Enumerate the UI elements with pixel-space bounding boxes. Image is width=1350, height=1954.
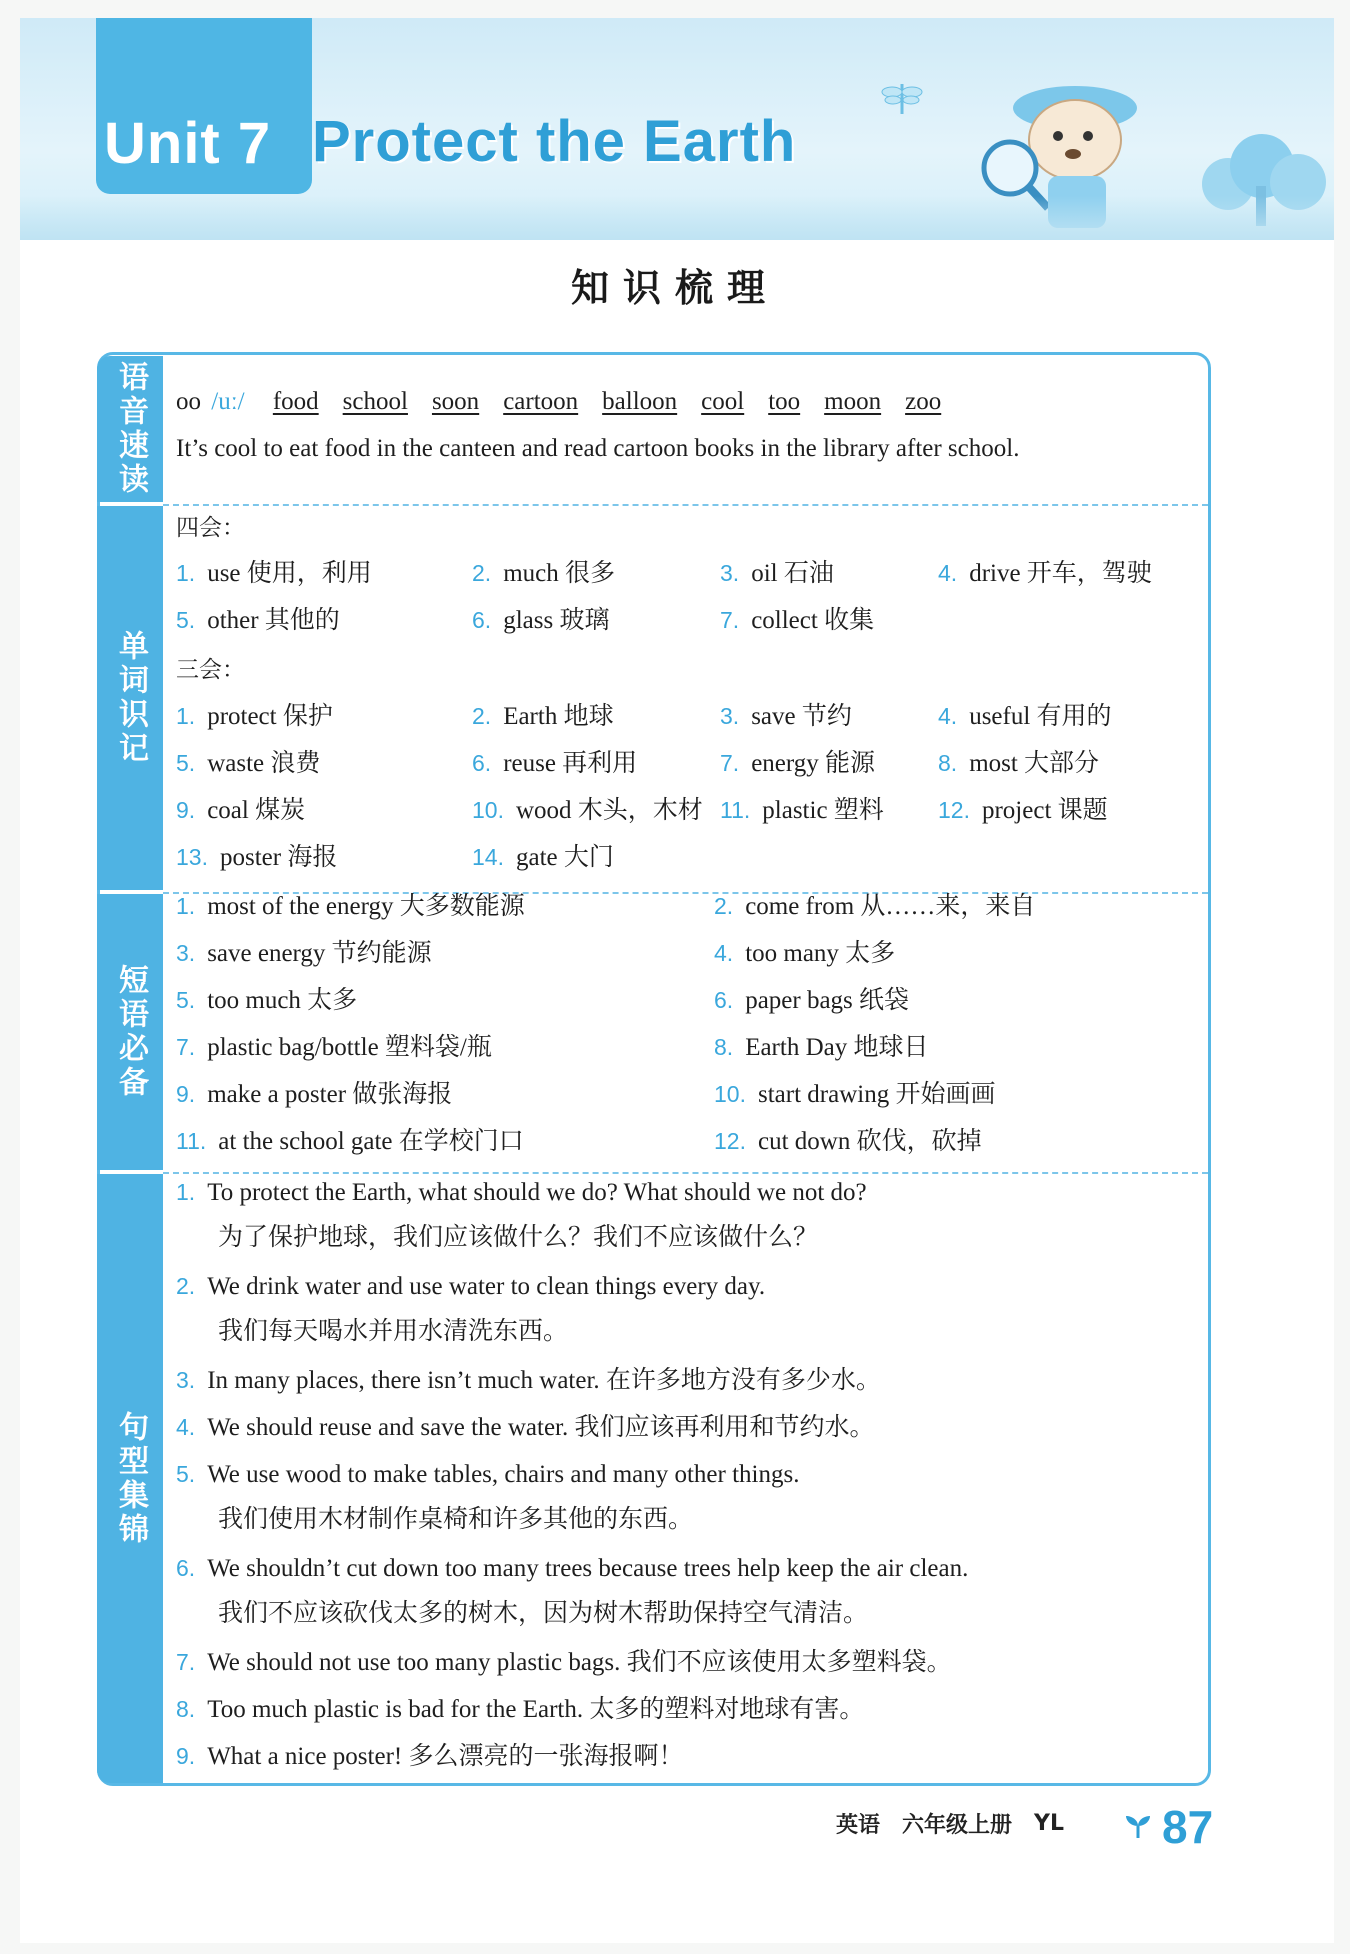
vocab-item-number: 9. — [176, 797, 196, 823]
vocab-item-number: 12. — [938, 797, 970, 823]
vocab-item-text: save 节约 — [751, 703, 852, 730]
sentence-item — [176, 1646, 952, 1679]
sentence-item-number: 5. — [176, 1461, 196, 1487]
sentence-item — [176, 1270, 765, 1303]
vocab-item-text: glass 玻璃 — [503, 607, 610, 634]
vocab-item — [176, 794, 305, 827]
phrase-item-text: come from 从……来，来自 — [745, 893, 1036, 920]
phrase-item — [714, 890, 1035, 923]
phonics-word: cartoon — [503, 388, 579, 415]
sentence-item — [176, 1458, 799, 1491]
phonics-word-list — [273, 388, 965, 415]
vocab-item — [472, 700, 614, 733]
sentence-translation: 我们不应该砍伐太多的树木，因为树木帮助保持空气清洁。 — [218, 1600, 869, 1627]
phrase-item-number: 1. — [176, 893, 196, 919]
phrase-item-number: 4. — [714, 940, 734, 966]
vocab-item — [472, 747, 637, 780]
side-label-phrases: 短语必备 — [113, 964, 148, 1100]
sentence-item-text: We should reuse and save the water. 我们应该再利用和节约水。 — [207, 1414, 875, 1441]
sentence-translation: 我们每天喝水并用水清洗东西。 — [218, 1318, 569, 1345]
side-label-phonics: 语音速读 — [113, 361, 148, 497]
section-title: 知识梳理 — [570, 266, 779, 310]
phrase-item — [176, 1031, 492, 1064]
phonics-word: food — [272, 388, 319, 415]
vocab-item-text: oil 石油 — [751, 560, 834, 587]
vocab-item — [720, 747, 875, 780]
vocab-item-number: 13. — [176, 844, 208, 870]
side-label-vocab: 单词识记 — [113, 630, 148, 766]
vocab-item — [938, 794, 1108, 827]
phrase-item-number: 11. — [176, 1128, 207, 1154]
phrase-item — [714, 1125, 982, 1158]
phrase-item-text: too much 太多 — [207, 987, 358, 1014]
sentence-item-number: 1. — [176, 1179, 196, 1205]
vocab-item-text: gate 大门 — [515, 844, 614, 871]
vocab-item — [720, 557, 834, 590]
sentence-item-number: 7. — [176, 1649, 196, 1675]
phrase-item-number: 6. — [714, 987, 734, 1013]
vocab-item — [472, 841, 614, 874]
sentence-item-text: Too much plastic is bad for the Earth. 太多的塑料对地球有害。 — [207, 1696, 865, 1723]
phrase-item — [714, 1031, 928, 1064]
phrase-item-number: 5. — [176, 987, 196, 1013]
sentence-item-text: We use wood to make tables, chairs and many other things. — [207, 1461, 800, 1488]
footer-edition: YL — [1034, 1811, 1064, 1836]
phrase-item — [176, 1078, 452, 1111]
phonics-word: school — [342, 388, 408, 415]
phrase-item — [176, 890, 525, 923]
vocab-item-text: waste 浪费 — [207, 750, 321, 777]
sentence-translation: 我们使用木材制作桌椅和许多其他的东西。 — [218, 1506, 694, 1533]
phrase-item-number: 3. — [176, 940, 196, 966]
phrase-item — [714, 937, 895, 970]
phrase-item — [714, 1078, 995, 1111]
phrase-item — [714, 984, 909, 1017]
side-tab-phonics — [97, 356, 163, 502]
vocab-item-text: wood 木头，木材 — [515, 797, 703, 824]
vocab-item-number: 1. — [176, 560, 196, 586]
vocab-item-number: 5. — [176, 750, 196, 776]
side-tab-phrases — [97, 894, 163, 1170]
side-label-sentences: 句型集锦 — [113, 1410, 148, 1547]
phonics-word: moon — [824, 388, 882, 415]
phrase-item-text: most of the energy 大多数能源 — [207, 893, 525, 920]
leaf-icon — [1124, 1814, 1152, 1840]
side-tab-vocab — [97, 506, 163, 890]
sentence-item-text: In many places, there isn’t much water. 在许多地方没有多少水。 — [207, 1367, 881, 1394]
vocab-item-text: most 大部分 — [969, 750, 1100, 777]
vocab-item-text: poster 海报 — [219, 844, 338, 871]
footer-subject: 英语 — [836, 1813, 881, 1838]
sentence-item-number: 6. — [176, 1555, 196, 1581]
phonics-word: balloon — [602, 388, 678, 415]
phonics-sentence: It’s cool to eat food in the canteen and read cartoon books in the library after school. — [176, 435, 1020, 462]
vocab-item-number: 14. — [472, 844, 504, 870]
vocab-item — [472, 557, 615, 590]
sentence-item — [176, 1364, 881, 1397]
vocab-item — [938, 747, 1099, 780]
vocab-item-number: 4. — [938, 703, 958, 729]
phrase-item — [176, 984, 357, 1017]
phrase-item-text: start drawing 开始画画 — [757, 1081, 996, 1108]
vocab-item-text: plastic 塑料 — [762, 797, 884, 824]
vocab-item-number: 7. — [720, 750, 740, 776]
phrase-item-text: at the school gate 在学校门口 — [218, 1128, 524, 1155]
vocab-item-text: reuse 再利用 — [503, 750, 638, 777]
phrase-item-number: 7. — [176, 1034, 196, 1060]
vocab-item-text: much 很多 — [503, 560, 615, 587]
phrase-item — [176, 937, 432, 970]
phonics-letters: oo — [176, 388, 201, 415]
vocab-item — [176, 747, 320, 780]
phrase-item-text: save energy 节约能源 — [207, 940, 432, 967]
vocab-item-number: 10. — [472, 797, 504, 823]
vocab-item — [720, 700, 852, 733]
sentence-translation: 为了保护地球，我们应该做什么？我们不应该做什么？ — [218, 1224, 819, 1251]
phonics-word: zoo — [905, 388, 942, 415]
sentence-item-text: We should not use too many plastic bags. 我们不应该使用太多塑料袋。 — [207, 1649, 952, 1676]
vocab-item-number: 6. — [472, 750, 492, 776]
phrase-item-text: paper bags 纸袋 — [745, 987, 910, 1014]
vocab-item — [176, 557, 372, 590]
vocab-item — [938, 700, 1112, 733]
sentence-item — [176, 1693, 864, 1726]
vocab-item-text: use 使用，利用 — [207, 560, 372, 587]
vocab-item — [720, 794, 884, 827]
unit-title: Protect the Earth — [312, 109, 797, 174]
footer-grade: 六年级上册 — [902, 1813, 1013, 1838]
sentence-item-text: We drink water and use water to clean things every day. — [207, 1273, 766, 1300]
vocab-item-number: 2. — [472, 560, 492, 586]
phrase-item-number: 12. — [714, 1128, 746, 1154]
phonics-word: soon — [431, 388, 480, 415]
vocab-item-text: coal 煤炭 — [207, 797, 306, 824]
vocab-item — [938, 557, 1152, 590]
phrase-item-number: 2. — [714, 893, 734, 919]
vocab-item-number: 11. — [720, 797, 751, 823]
sentence-item-text: To protect the Earth, what should we do? What should we not do? — [207, 1179, 867, 1206]
vocab-item-number: 3. — [720, 703, 740, 729]
vocab-item-number: 6. — [472, 607, 492, 633]
vocab-item-text: drive 开车，驾驶 — [969, 560, 1152, 587]
vocab-item-text: project 课题 — [981, 797, 1108, 824]
vocab-item — [720, 604, 874, 637]
vocab-item — [176, 841, 337, 874]
vocab-item-text: energy 能源 — [751, 750, 876, 777]
three-skill-label: 三会： — [176, 657, 245, 683]
vocab-item-number: 3. — [720, 560, 740, 586]
phrase-item-text: Earth Day 地球日 — [745, 1034, 929, 1061]
sentence-item-number: 4. — [176, 1414, 196, 1440]
four-skill-label: 四会： — [176, 515, 245, 541]
vocab-item-number: 1. — [176, 703, 196, 729]
vocab-item-number: 4. — [938, 560, 958, 586]
sentence-item-number: 8. — [176, 1696, 196, 1722]
phrase-item-text: make a poster 做张海报 — [207, 1081, 453, 1108]
vocab-item-text: other 其他的 — [207, 607, 340, 634]
vocab-item-text: protect 保护 — [207, 703, 333, 730]
vocab-item-text: Earth 地球 — [503, 703, 614, 730]
phonics-word-row — [176, 386, 965, 418]
page-number: 87 — [1162, 1801, 1214, 1853]
phrase-item-text: cut down 砍伐，砍掉 — [757, 1128, 982, 1155]
vocab-item — [176, 604, 340, 637]
sentence-item-text: What a nice poster! 多么漂亮的一张海报啊！ — [207, 1743, 684, 1770]
dragonfly-icon — [880, 80, 924, 116]
unit-number: Unit 7 — [104, 111, 272, 176]
vocab-item-number: 2. — [472, 703, 492, 729]
phrase-item-number: 9. — [176, 1081, 196, 1107]
sentence-item-number: 2. — [176, 1273, 196, 1299]
phonics-word: cool — [701, 388, 745, 415]
vocab-item-text: collect 收集 — [751, 607, 875, 634]
sentence-item — [176, 1552, 968, 1585]
sentence-item — [176, 1740, 683, 1773]
vocab-item — [472, 794, 703, 827]
phrase-item-number: 8. — [714, 1034, 734, 1060]
vocab-item — [472, 604, 609, 637]
phonics-word: too — [768, 388, 801, 415]
sentence-item — [176, 1176, 867, 1209]
phrase-item-number: 10. — [714, 1081, 746, 1107]
sentence-item-number: 9. — [176, 1743, 196, 1769]
tree-icon — [1188, 126, 1334, 226]
sentence-item — [176, 1411, 875, 1444]
bear-mascot-icon — [970, 68, 1180, 240]
page-footer — [836, 1808, 1064, 1839]
vocab-item-number: 5. — [176, 607, 196, 633]
vocab-item-number: 8. — [938, 750, 958, 776]
sentence-item-text: We shouldn’t cut down too many trees because trees help keep the air clean. — [207, 1555, 969, 1582]
section-divider — [163, 504, 1208, 506]
section-divider — [163, 1172, 1208, 1174]
sentence-item-number: 3. — [176, 1367, 196, 1393]
vocab-item — [176, 700, 333, 733]
phrase-item-text: too many 太多 — [745, 940, 896, 967]
vocab-item-number: 7. — [720, 607, 740, 633]
phrase-item-text: plastic bag/bottle 塑料袋/瓶 — [207, 1034, 492, 1061]
vocab-item-text: useful 有用的 — [969, 703, 1112, 730]
phrase-item — [176, 1125, 524, 1158]
side-tab-sentences — [97, 1174, 163, 1783]
phonics-ipa: /uː/ — [211, 388, 245, 415]
